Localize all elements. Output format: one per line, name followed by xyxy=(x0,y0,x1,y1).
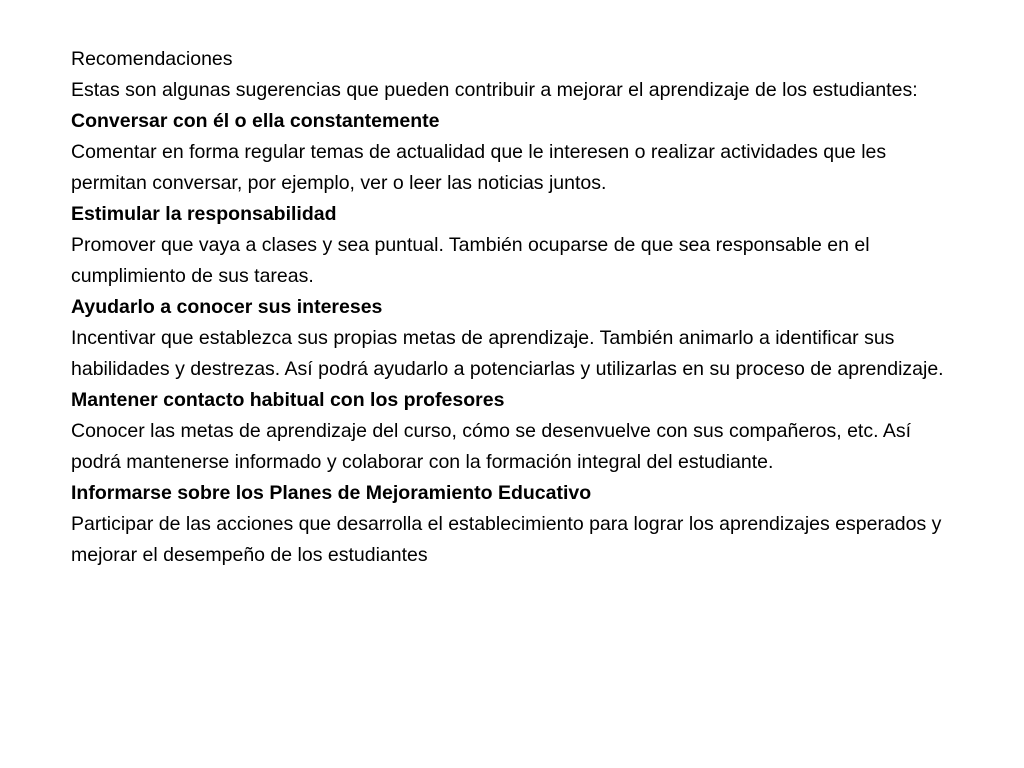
section-heading: Estimular la responsabilidad xyxy=(71,203,337,225)
section-body: Participar de las acciones que desarrolla el establecimiento para lograr los aprendizajes esperados y mejorar el desempeño de los estudiantes xyxy=(71,513,942,566)
section-heading: Informarse sobre los Planes de Mejoramiento Educativo xyxy=(71,482,592,504)
intro-text: Estas son algunas sugerencias que pueden contribuir a mejorar el aprendizaje de los estudiantes: xyxy=(71,79,918,101)
page-title: Recomendaciones xyxy=(71,48,233,70)
section-body: Incentivar que establezca sus propias metas de aprendizaje. También animarlo a identificar sus habilidades y destrezas. Así podrá ayudarlo a potenciarlas y utilizarlas en su proceso de aprendizaje. xyxy=(71,327,944,380)
section-heading: Conversar con él o ella constantemente xyxy=(71,110,440,132)
section-heading: Ayudarlo a conocer sus intereses xyxy=(71,296,383,318)
slide-content xyxy=(71,44,951,571)
section-body: Promover que vaya a clases y sea puntual. También ocuparse de que sea responsable en el cumplimiento de sus tareas. xyxy=(71,234,870,287)
section-body: Conocer las metas de aprendizaje del curso, cómo se desenvuelve con sus compañeros, etc. Así podrá mantenerse informado y colaborar con la formación integral del estudiante. xyxy=(71,420,912,473)
section-body: Comentar en forma regular temas de actualidad que le interesen o realizar actividades que les permitan conversar, por ejemplo, ver o leer las noticias juntos. xyxy=(71,141,887,194)
section-heading: Mantener contacto habitual con los profesores xyxy=(71,389,505,411)
